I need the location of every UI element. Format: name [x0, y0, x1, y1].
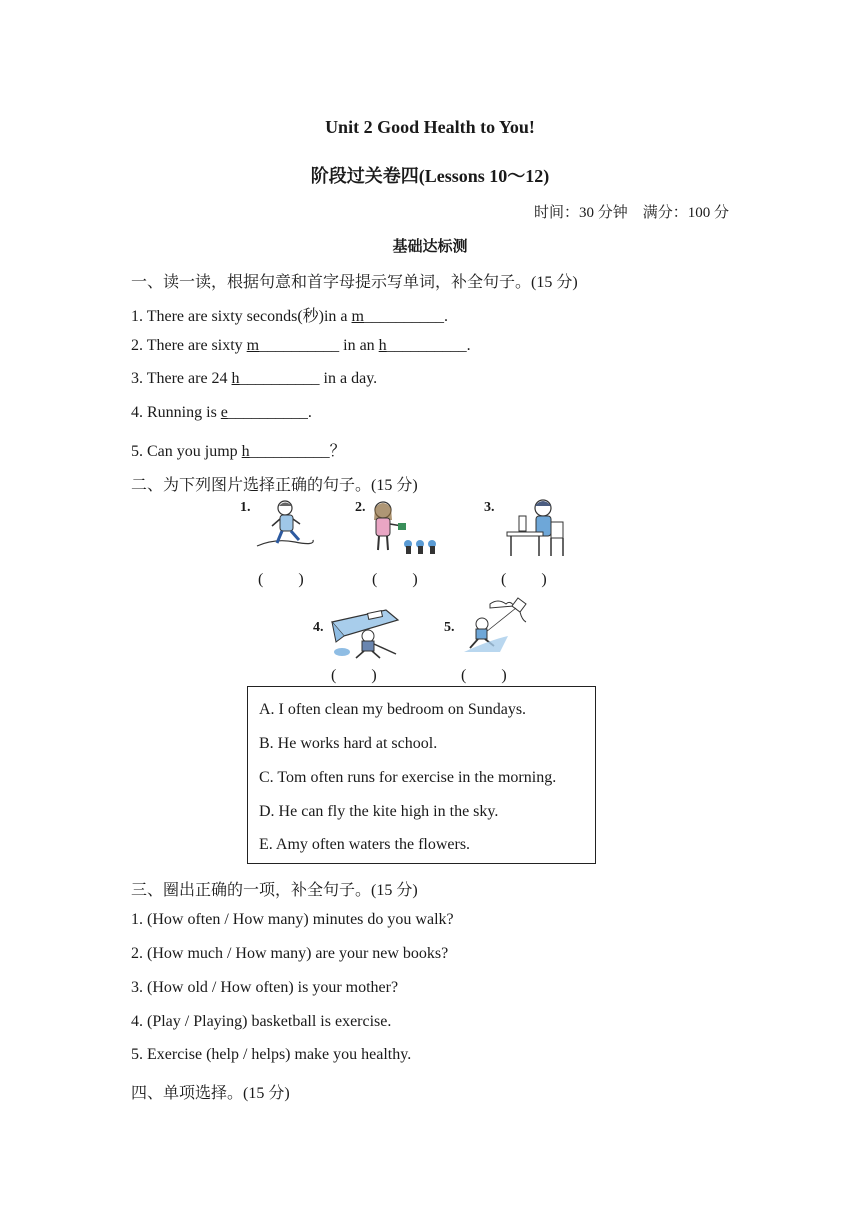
- item-text: in a day.: [319, 370, 378, 387]
- item-text: 5. Can you jump: [131, 443, 242, 460]
- part3-heading: 三、圈出正确的一项，补全句子。(15 分): [131, 882, 418, 899]
- part3-item-4: 4. (Play / Playing) basketball is exercise.: [131, 1013, 392, 1030]
- part4-heading: 四、单项选择。(15 分): [131, 1085, 290, 1102]
- options-box: [247, 686, 596, 864]
- part1-item-4: [131, 404, 312, 422]
- answer-paren[interactable]: ( ): [331, 667, 378, 684]
- picture-number: 2.: [355, 500, 366, 515]
- hint-letter: h: [231, 370, 240, 387]
- answer-paren[interactable]: ( ): [461, 667, 508, 684]
- item-text: .: [466, 337, 471, 354]
- picture-number: 4.: [313, 620, 324, 635]
- picture-number: 1.: [240, 500, 251, 515]
- hint-letter: h: [241, 443, 250, 460]
- picture-number: 3.: [484, 500, 495, 515]
- boy-studying-icon: [505, 494, 567, 562]
- item-text: in an: [339, 337, 379, 354]
- answer-blank[interactable]: __________: [386, 337, 467, 354]
- part1-item-3: [131, 370, 377, 388]
- part2-heading: 二、为下列图片选择正确的句子。(15 分): [131, 477, 418, 494]
- option-d: D. He can fly the kite high in the sky.: [259, 803, 499, 820]
- hint-letter: m: [351, 308, 364, 325]
- item-text: 2. There are sixty: [131, 337, 247, 354]
- page-title: Unit 2 Good Health to You!: [325, 117, 535, 137]
- part1-heading: 一、读一读，根据句意和首字母提示写单词，补全句子。(15 分): [131, 274, 578, 291]
- girl-watering-flowers-icon: [368, 496, 443, 560]
- hint-letter: e: [220, 404, 228, 421]
- hint-letter: h: [378, 337, 387, 354]
- answer-paren[interactable]: ( ): [258, 571, 305, 588]
- part1-item-2: [131, 337, 471, 355]
- item-text: 1. There are sixty seconds(秒)in a: [131, 308, 352, 325]
- answer-blank[interactable]: __________: [259, 337, 340, 354]
- answer-blank[interactable]: __________: [363, 308, 444, 325]
- answer-paren[interactable]: ( ): [501, 571, 548, 588]
- option-c: C. Tom often runs for exercise in the morning.: [259, 769, 557, 786]
- answer-blank[interactable]: __________: [227, 404, 308, 421]
- answer-paren[interactable]: ( ): [372, 571, 419, 588]
- answer-blank[interactable]: __________: [249, 443, 330, 460]
- option-a: A. I often clean my bedroom on Sundays.: [259, 701, 527, 718]
- part3-item-3: 3. (How old / How often) is your mother?: [131, 979, 399, 996]
- item-text: .: [307, 404, 312, 421]
- boy-flying-kite-icon: [460, 596, 532, 658]
- part1-item-5: [131, 438, 346, 461]
- item-text: 3. There are 24: [131, 370, 232, 387]
- item-text: 4. Running is: [131, 404, 221, 421]
- answer-blank[interactable]: __________: [239, 370, 320, 387]
- option-b: B. He works hard at school.: [259, 735, 438, 752]
- option-e: E. Amy often waters the flowers.: [259, 836, 471, 853]
- part3-item-2: 2. (How much / How many) are your new books?: [131, 945, 449, 962]
- section-level-title: 基础达标测: [392, 239, 468, 255]
- part3-item-5: 5. Exercise (help / helps) make you healthy.: [131, 1046, 412, 1063]
- page-subtitle: 阶段过关卷四(Lessons 10～12): [310, 166, 550, 186]
- picture-number: 5.: [444, 620, 455, 635]
- item-text: ？: [329, 443, 346, 460]
- running-boy-icon: [255, 496, 315, 556]
- item-text: .: [443, 308, 448, 325]
- part1-item-1: [131, 303, 448, 326]
- boy-cleaning-bedroom-icon: [328, 602, 406, 660]
- part3-item-1: 1. (How often / How many) minutes do you walk?: [131, 911, 454, 928]
- hint-letter: m: [246, 337, 260, 354]
- time-score-info: 时间：30 分钟 满分：100 分: [533, 205, 729, 221]
